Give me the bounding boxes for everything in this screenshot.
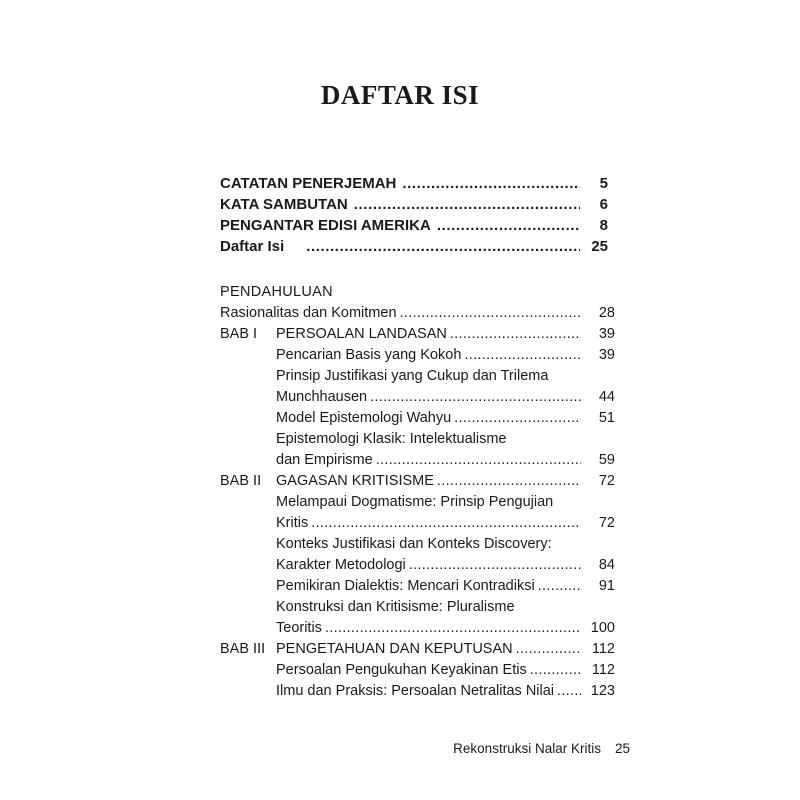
section-entry	[220, 408, 615, 429]
chapter-title: GAGASAN KRITISISME	[276, 473, 434, 489]
section-title: Epistemologi Klasik: Intelektualisme	[276, 431, 507, 447]
section-entry	[220, 450, 615, 471]
toc-entry-page: 5	[599, 175, 608, 192]
toc-entry-page: 25	[591, 238, 608, 255]
section-page: 84	[598, 557, 615, 573]
dot-leader	[311, 513, 581, 534]
section-page: 44	[598, 389, 615, 405]
section-entry	[220, 513, 615, 534]
toc-entry-intro	[220, 303, 615, 324]
section-page: 100	[590, 620, 615, 636]
section-entry-line	[220, 597, 615, 618]
section-entry-line	[220, 429, 615, 450]
chapter-entry-bab-2	[220, 471, 615, 492]
dot-leader	[370, 387, 581, 408]
chapter-title: PENGETAHUAN DAN KEPUTUSAN	[276, 641, 513, 657]
dot-leader	[437, 217, 580, 234]
front-matter-list	[220, 175, 608, 259]
section-heading: PENDAHULUAN	[220, 284, 333, 300]
toc-entry-page: 8	[599, 217, 608, 234]
section-page: 59	[598, 452, 615, 468]
section-title-cont: Karakter Metodologi	[276, 557, 406, 573]
section-title: Konstruksi dan Kritisisme: Pluralisme	[276, 599, 515, 615]
section-page: 39	[598, 347, 615, 363]
toc-entry-page: 28	[598, 305, 615, 321]
section-entry	[220, 660, 615, 681]
toc-entry-page: 6	[599, 196, 608, 213]
toc-entry-label: Daftar Isi	[220, 238, 285, 255]
section-entry-line	[220, 534, 615, 555]
chapter-page: 112	[591, 641, 615, 657]
section-title: Melampaui Dogmatisme: Prinsip Pengujian	[276, 494, 554, 510]
section-entry	[220, 576, 615, 597]
section-title: Persoalan Pengukuhan Keyakinan Etis	[276, 662, 527, 678]
toc-entry-daftar-isi	[220, 238, 608, 259]
toc-entry-label: CATATAN PENERJEMAH	[220, 175, 397, 192]
running-footer-title: Rekonstruksi Nalar Kritis	[453, 741, 601, 756]
chapter-number: BAB I	[220, 326, 258, 342]
chapter-title: PERSOALAN LANDASAN	[276, 326, 447, 342]
dot-leader	[530, 660, 581, 681]
section-entry	[220, 555, 615, 576]
toc-entry-label: KATA SAMBUTAN	[220, 196, 348, 213]
section-title: Ilmu dan Praksis: Persoalan Netralitas Nilai	[276, 683, 555, 699]
page-number: 25	[614, 741, 630, 756]
dot-leader	[400, 303, 581, 324]
section-title: Pencarian Basis yang Kokoh	[276, 347, 462, 363]
chapter-page: 72	[598, 473, 615, 489]
section-title: Pemikiran Dialektis: Mencari Kontradiksi	[276, 578, 535, 594]
section-title-cont: Teoritis	[276, 620, 322, 636]
section-page: 91	[598, 578, 615, 594]
dot-leader	[354, 196, 580, 213]
section-entry-line	[220, 492, 615, 513]
dot-leader	[437, 471, 581, 492]
section-page: 72	[598, 515, 615, 531]
dot-leader	[325, 618, 581, 639]
dot-leader	[557, 681, 581, 702]
dot-leader	[376, 450, 581, 471]
dot-leader	[454, 408, 581, 429]
dot-leader	[538, 576, 581, 597]
section-title: Model Epistemologi Wahyu	[276, 410, 452, 426]
section-entry	[220, 618, 615, 639]
section-title: Prinsip Justifikasi yang Cukup dan Trilema	[276, 368, 549, 384]
dot-leader	[450, 324, 581, 345]
toc-entry-pengantar	[220, 217, 608, 238]
page-title: DAFTAR ISI	[320, 80, 480, 110]
dot-leader	[402, 175, 580, 192]
page-footer	[420, 741, 630, 756]
section-entry-line	[220, 366, 615, 387]
dot-leader	[464, 345, 581, 366]
dot-leader	[409, 555, 581, 576]
section-entry	[220, 387, 615, 408]
chapter-number: BAB III	[220, 641, 266, 657]
section-title: Konteks Justifikasi dan Konteks Discovery:	[276, 536, 552, 552]
toc-entry-kata-sambutan	[220, 196, 608, 217]
chapter-page: 39	[598, 326, 615, 342]
section-page: 123	[590, 683, 615, 699]
toc-entry-label: Rasionalitas dan Komitmen	[220, 305, 397, 321]
section-entry	[220, 681, 615, 702]
section-page: 51	[598, 410, 615, 426]
toc-entry-catatan-penerjemah	[220, 175, 608, 196]
section-title-cont: dan Empirisme	[276, 452, 373, 468]
section-page: 112	[591, 662, 615, 678]
section-title-cont: Munchhausen	[276, 389, 368, 405]
section-entry	[220, 345, 615, 366]
toc-entry-label: PENGANTAR EDISI AMERIKA	[220, 217, 431, 234]
dot-leader	[516, 639, 581, 660]
dot-leader	[306, 238, 580, 255]
chapter-list	[220, 282, 615, 702]
section-title-cont: Kritis	[276, 515, 309, 531]
chapter-number: BAB II	[220, 473, 262, 489]
chapter-entry-bab-1	[220, 324, 615, 345]
chapter-entry-bab-3	[220, 639, 615, 660]
